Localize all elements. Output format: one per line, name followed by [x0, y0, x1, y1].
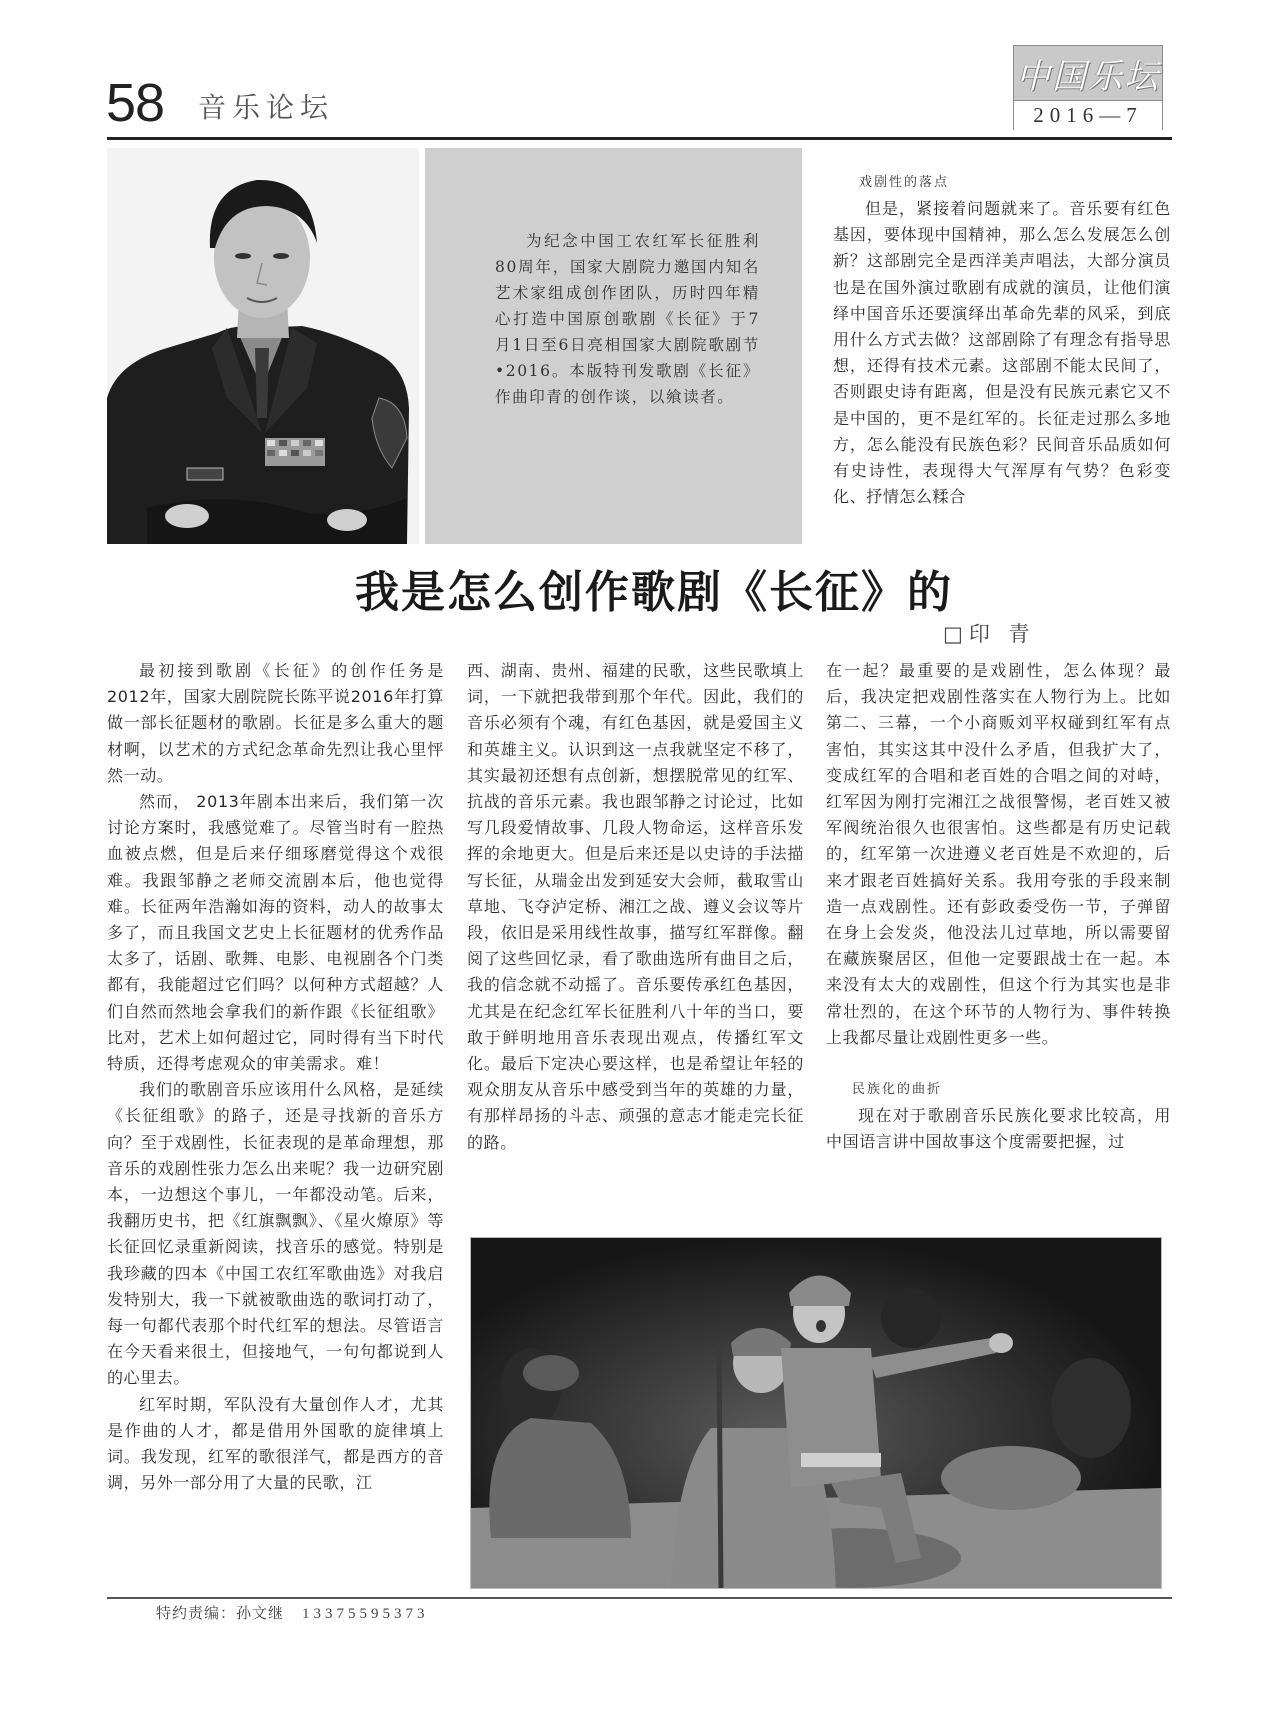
paragraph: 然而， 2013年剧本出来后，我们第一次讨论方案时，我感觉难了。尽管当时有一腔热血被点燃，但是后来仔细琢磨觉得这个戏很难。我跟邹静之老师交流剧本后，他也觉得难。长征两年浩瀚如海的资料，动人的故事太多了，而且我国文艺史上长征题材的优秀作品太多了，话剧、歌舞、电影、电视剧各个门类都有，我能超过它们吗？以何种方式超越？人们自然而然地会拿我们的新作跟《长征组歌》比对，艺术上如何超过它，同时得有当下时代特质，还得考虑观众的审美需求。难！	[107, 792, 444, 1074]
paragraph: 西、湖南、贵州、福建的民歌，这些民歌填上词，一下就把我带到那个年代。因此，我们的音乐必须有个魂，有红色基因，就是爱国主义和英雄主义。认识到这一点我就坚定不移了，其实最初还想有点创新，想摆脱常见的红军、抗战的音乐元素。我也跟邹静之讨论过，比如写几段爱情故事、几段人物命运，这样音乐发挥的余地更大。但是后来还是以史诗的手法描写长征，从瑞金出发到延安大会师，截取雪山草地、飞夺泸定桥、湘江之战、遵义会议等片段，依旧是采用线性故事，描写红军群像。翻阅了这些回忆录，看了歌曲选所有曲目之后，我的信念就不动摇了。音乐要传承红色基因，尤其是在纪念红军长征胜利八十年的当口，要敢于鲜明地用音乐表现出观点，传播红军文化。最后下定决心要这样，也是希望让年轻的观众朋友从音乐中感受到当年的英雄的力量，有那样昂扬的斗志、顽强的意志才能走完长征的路。	[467, 661, 804, 1152]
section-name: 音乐论坛	[198, 91, 335, 124]
paragraph: 现在对于歌剧音乐民族化要求比较高，用中国语言讲中国故事这个度需要把握，过	[826, 1106, 1171, 1152]
portrait-photo	[107, 148, 419, 544]
editor-label: 特约责编：孙文继	[156, 1604, 285, 1622]
article-column-3	[826, 658, 1171, 1155]
subheading-dramatic: 戏剧性的落点	[859, 175, 950, 190]
article-title: 我是怎么创作歌剧《长征》的	[355, 567, 953, 618]
page-number: 58	[106, 73, 165, 133]
intro-box	[425, 148, 802, 544]
footer-editor-info	[156, 1602, 429, 1625]
byline: □印 青	[943, 622, 1036, 646]
stage-scene-illustration-icon	[471, 1238, 1162, 1589]
intro-text: 为纪念中国工农红军长征胜利80周年，国家大剧院力邀国内知名艺术家组成创作团队，历时四年精心打造中国原创歌剧《长征》于7月1日至6日亮相国家大剧院歌剧节•2016。本版特刊发歌剧《长征》作曲印青的创作谈，以飨读者。	[495, 232, 760, 406]
article-column-1	[107, 658, 444, 1497]
header-rule	[107, 137, 1172, 140]
editor-phone: 13375595373	[302, 1606, 429, 1622]
article-column-2	[467, 658, 804, 1156]
opera-stage-photo	[470, 1237, 1162, 1589]
masthead-logo: 中国乐坛	[1014, 46, 1162, 101]
masthead	[1013, 45, 1163, 130]
paragraph: 红军时期，军队没有大量创作人才，尤其是作曲的人才，都是借用外国歌的旋律填上词。我发现，红军的歌很洋气，都是西方的音调，另外一部分用了大量的民歌，江	[107, 1394, 444, 1493]
portrait-illustration-icon	[107, 148, 419, 544]
subheading-nationalization: 民族化的曲折	[852, 1082, 943, 1098]
masthead-issue: 2016—7	[1014, 101, 1162, 130]
footer-rule	[107, 1597, 1172, 1599]
paragraph: 但是，紧接着问题就来了。音乐要有红色基因，要体现中国精神，那么怎么发展怎么创新？这部剧完全是西洋美声唱法，大部分演员也是在国外演过歌剧有成就的演员，让他们演绎中国音乐还要演绎出革命先辈的风采，到底用什么方式去做？这部剧除了有理念有指导思想，还得有技术元素。这部剧不能太民间了，否则跟史诗有距离，但是没有民族元素它又不是中国的，更不是红军的。长征走过那么多地方，怎么能没有民族色彩？民间音乐品质如何有史诗性，表现得大气浑厚有气势？色彩变化、抒情怎么糅合	[833, 199, 1171, 507]
article-column-right-top	[833, 170, 1171, 510]
paragraph: 我们的歌剧音乐应该用什么风格，是延续《长征组歌》的路子，还是寻找新的音乐方向？至于戏剧性，长征表现的是革命理想，那音乐的戏剧性张力怎么出来呢？我一边研究剧本，一边想这个事儿，一年都没动笔。后来，我翻历史书，把《红旗飘飘》、《星火燎原》等长征回忆录重新阅读，找音乐的感觉。特别是我珍藏的四本《中国工农红军歌曲选》对我启发特别大，我一下就被歌曲选的歌词打动了，每一句都代表那个时代红军的想法。尽管语言在今天看来很土，但接地气，一句句都说到人的心里去。	[107, 1080, 444, 1388]
paragraph: 在一起？最重要的是戏剧性，怎么体现？最后，我决定把戏剧性落实在人物行为上。比如第二、三幕，一个小商贩刘平权碰到红军有点害怕，其实这其中没什么矛盾，但我扩大了，变成红军的合唱和老百姓的合唱之间的对峙，红军因为刚打完湘江之战很警惕，老百姓又被军阀统治很久也很害怕。这些都是有历史记载的，红军第一次进遵义老百姓是不欢迎的，后来才跟老百姓搞好关系。我用夸张的手段来制造一点戏剧性。还有彭政委受伤一节，子弹留在身上会发炎，他没法儿过草地，所以需要留在藏族聚居区，但他一定要跟战士在一起。本来没有太大的戏剧性，但这个行为其实也是非常壮烈的，在这个环节的人物行为、事件转换上我都尽量让戏剧性更多一些。	[826, 661, 1171, 1047]
paragraph: 最初接到歌剧《长征》的创作任务是2012年，国家大剧院院长陈平说2016年打算做一部长征题材的歌剧。长征是多么重大的题材啊，以艺术的方式纪念革命先烈让我心里怦然一动。	[107, 661, 444, 785]
